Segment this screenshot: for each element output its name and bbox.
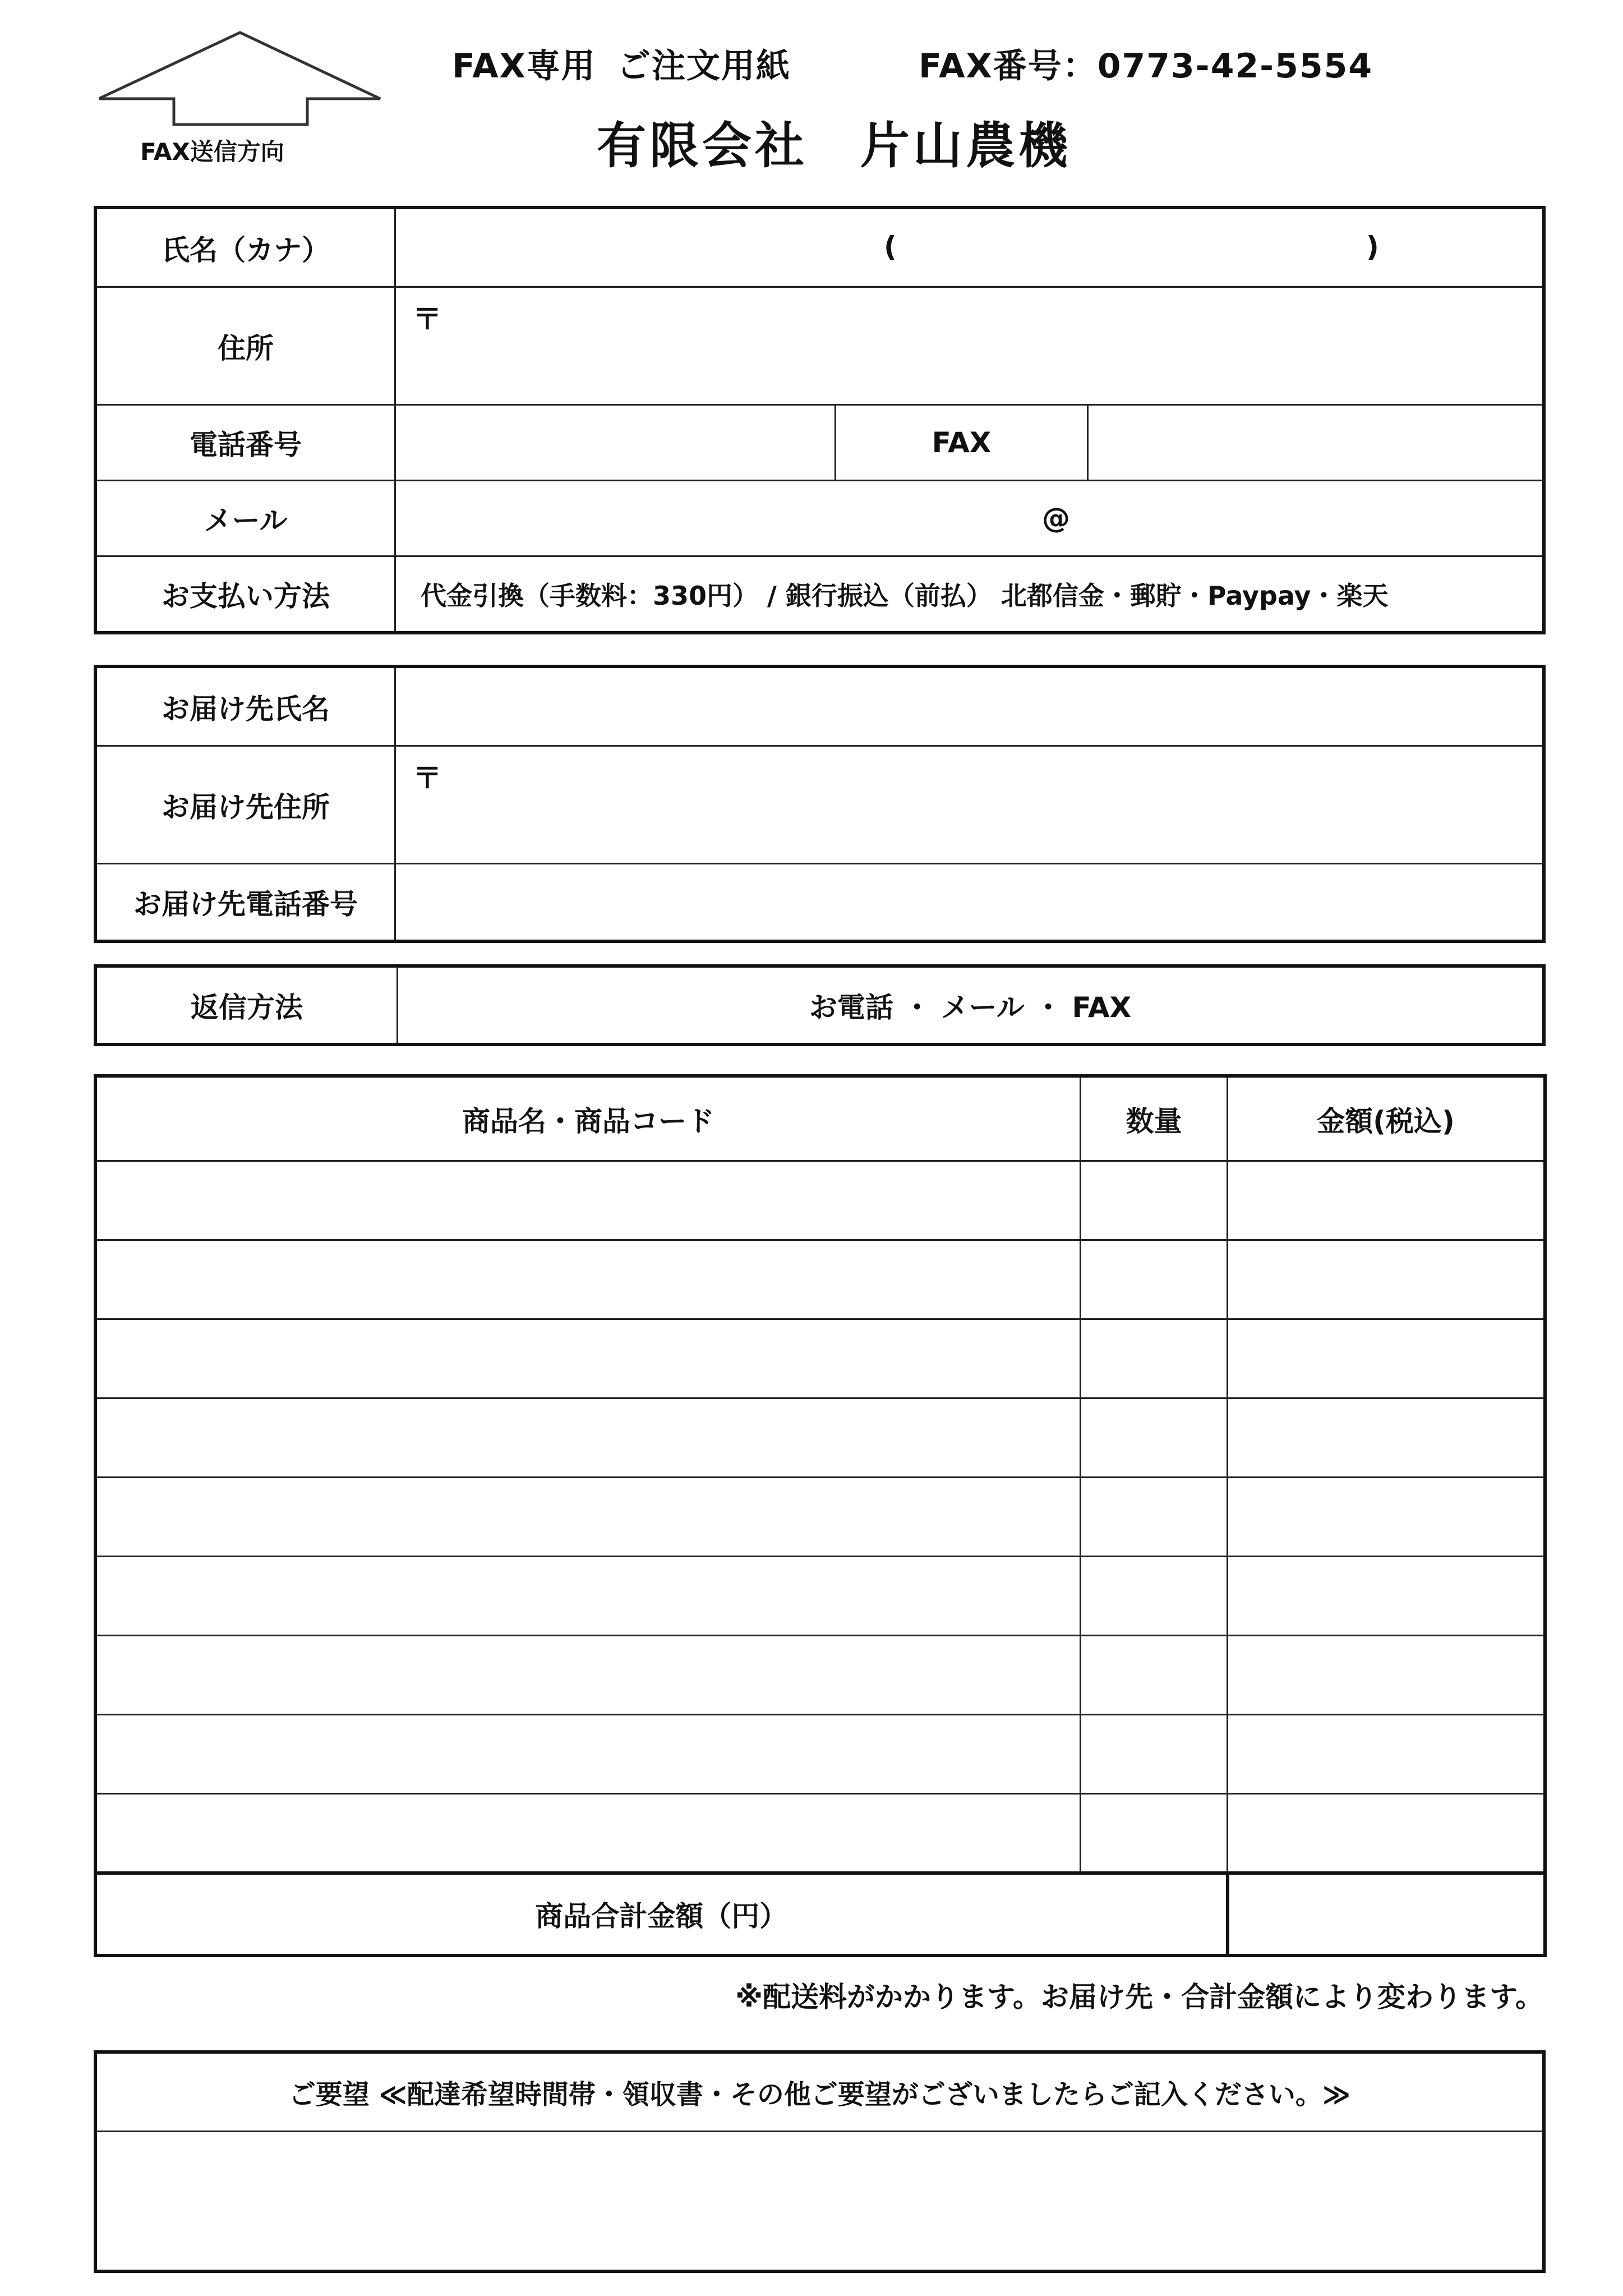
fax-label: FAX xyxy=(836,405,1088,481)
amount-cell[interactable] xyxy=(1228,1478,1544,1557)
order-row xyxy=(96,1715,1544,1794)
quantity-cell[interactable] xyxy=(1081,1794,1228,1873)
order-row xyxy=(96,1557,1544,1636)
email-label: メール xyxy=(96,481,395,556)
quantity-cell[interactable] xyxy=(1081,1557,1228,1636)
amount-cell[interactable] xyxy=(1228,1398,1544,1478)
amount-cell[interactable] xyxy=(1228,1319,1544,1398)
payment-options[interactable]: 代金引換（手数料：330円） / 銀行振込（前払） 北都信金・郵貯・Paypay・楽天 xyxy=(395,556,1543,632)
quantity-cell[interactable] xyxy=(1081,1319,1228,1398)
company-name: 有限会社 片山農機 xyxy=(597,117,1072,174)
order-row xyxy=(96,1240,1544,1319)
fax-number: FAX番号：0773-42-5554 xyxy=(919,47,1373,86)
requests-label: ご要望 ≪配達希望時間帯・領収書・その他ご要望がございましたらご記入ください。≫ xyxy=(96,2053,1543,2132)
product-cell[interactable] xyxy=(96,1557,1081,1636)
at-mark: @ xyxy=(1042,502,1070,535)
amount-cell[interactable] xyxy=(1228,1240,1544,1319)
delivery-address-field[interactable] xyxy=(395,746,1543,864)
name-kana-field[interactable] xyxy=(395,209,1543,287)
shipping-note: ※配送料がかかります。お届け先・合計金額により変わります。 xyxy=(735,1981,1543,2013)
amount-cell[interactable] xyxy=(1228,1794,1544,1873)
product-cell[interactable] xyxy=(96,1240,1081,1319)
reply-method-label: 返信方法 xyxy=(96,967,398,1044)
paren-open: ( xyxy=(884,231,897,263)
fax-only-label: FAX専用 xyxy=(452,47,596,86)
address-field[interactable] xyxy=(395,287,1543,405)
quantity-cell[interactable] xyxy=(1081,1240,1228,1319)
product-cell[interactable] xyxy=(96,1319,1081,1398)
order-row xyxy=(96,1636,1544,1715)
postal-mark: 〒 xyxy=(413,762,442,795)
delivery-phone-field[interactable] xyxy=(395,864,1543,941)
order-row xyxy=(96,1161,1544,1240)
delivery-name-field[interactable] xyxy=(395,668,1543,746)
order-row xyxy=(96,1398,1544,1478)
reply-method-options[interactable]: お電話 ・ メール ・ FAX xyxy=(398,967,1543,1044)
product-column-header: 商品名・商品コード xyxy=(96,1077,1081,1161)
amount-cell[interactable] xyxy=(1228,1557,1544,1636)
quantity-cell[interactable] xyxy=(1081,1161,1228,1240)
total-amount-field[interactable] xyxy=(1228,1873,1544,1955)
amount-cell[interactable] xyxy=(1228,1636,1544,1715)
paren-close: ) xyxy=(1366,231,1379,263)
phone-field[interactable] xyxy=(395,405,836,481)
delivery-phone-label: お届け先電話番号 xyxy=(96,864,395,941)
product-cell[interactable] xyxy=(96,1715,1081,1794)
reply-method-table xyxy=(95,966,1544,1045)
payment-label: お支払い方法 xyxy=(96,556,395,632)
product-cell[interactable] xyxy=(96,1398,1081,1478)
address-label: 住所 xyxy=(96,287,395,405)
name-kana-label: 氏名（カナ） xyxy=(96,209,395,287)
quantity-cell[interactable] xyxy=(1081,1636,1228,1715)
amount-cell[interactable] xyxy=(1228,1161,1544,1240)
send-direction-label: FAX送信方向 xyxy=(140,138,284,165)
delivery-name-label: お届け先氏名 xyxy=(96,668,395,746)
product-cell[interactable] xyxy=(96,1161,1081,1240)
product-cell[interactable] xyxy=(96,1794,1081,1873)
order-row xyxy=(96,1794,1544,1873)
delivery-address-label: お届け先住所 xyxy=(96,746,395,864)
form-name: ご注文用紙 xyxy=(617,47,791,86)
amount-column-header: 金額(税込) xyxy=(1228,1077,1544,1161)
email-field[interactable] xyxy=(395,481,1543,556)
amount-cell[interactable] xyxy=(1228,1715,1544,1794)
total-amount-label: 商品合計金額（円） xyxy=(96,1873,1228,1955)
quantity-cell[interactable] xyxy=(1081,1398,1228,1478)
requests-field[interactable] xyxy=(96,2132,1543,2271)
quantity-column-header: 数量 xyxy=(1081,1077,1228,1161)
customer-info-table xyxy=(95,208,1544,633)
product-cell[interactable] xyxy=(96,1478,1081,1557)
delivery-info-table xyxy=(95,666,1544,941)
product-cell[interactable] xyxy=(96,1636,1081,1715)
order-row xyxy=(96,1319,1544,1398)
quantity-cell[interactable] xyxy=(1081,1478,1228,1557)
fax-send-direction-arrow-icon xyxy=(99,29,385,130)
postal-mark: 〒 xyxy=(413,303,442,337)
phone-label: 電話番号 xyxy=(96,405,395,481)
fax-field[interactable] xyxy=(1088,405,1543,481)
order-row xyxy=(96,1478,1544,1557)
order-table xyxy=(95,1076,1545,1955)
quantity-cell[interactable] xyxy=(1081,1715,1228,1794)
requests-table xyxy=(95,2052,1544,2271)
